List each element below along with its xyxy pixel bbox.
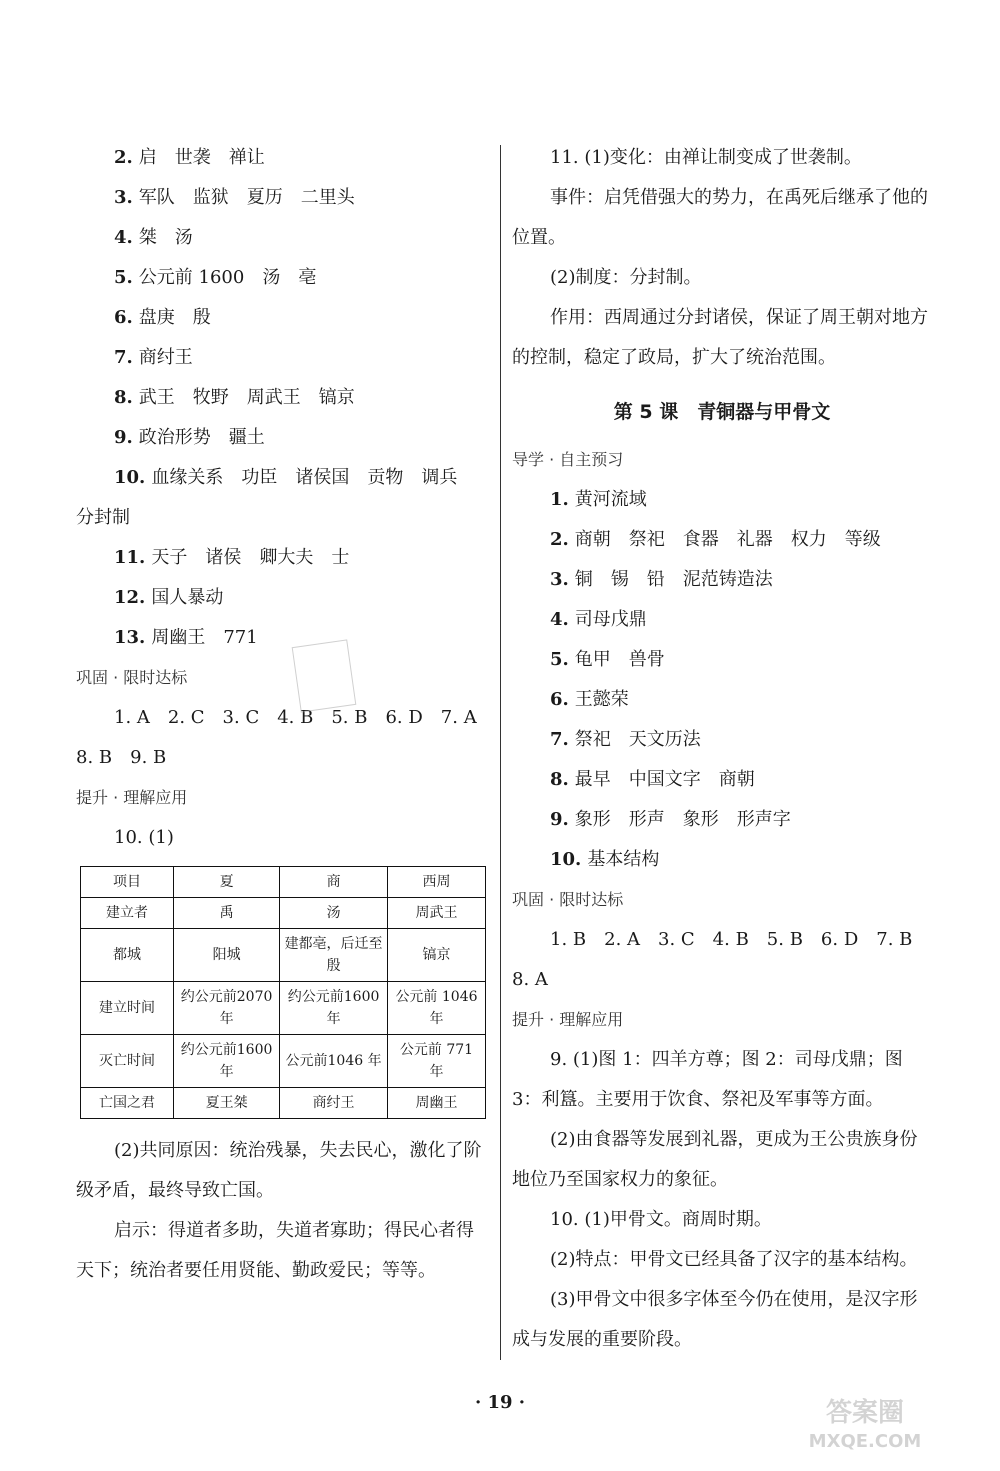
table-cell: 公元前 1046 年 — [387, 982, 485, 1035]
answer-item: 4. 桀 汤 — [114, 227, 193, 248]
answers-list — [512, 480, 932, 880]
multiple-choice-answers: 8. A — [512, 969, 548, 990]
dynasty-summary-table — [80, 866, 486, 1119]
answer-paragraph: (2)制度：分封制。 — [550, 267, 702, 288]
column-divider — [500, 145, 501, 1360]
multiple-choice-answers: 8. B 9. B — [76, 747, 167, 768]
multiple-choice-answers: 1. A 2. C 3. C 4. B 5. B 6. D 7. A — [114, 707, 477, 728]
answer-paragraph: (2)由食器等发展到礼器，更成为王公贵族身份地位乃至国家权力的象征。 — [512, 1129, 918, 1190]
table-cell: 建立时间 — [81, 982, 174, 1035]
answers-list-a — [76, 138, 488, 658]
lesson-title: 第 5 课 青铜器与甲骨文 — [613, 401, 831, 423]
answer-item: 12. 国人暴动 — [114, 587, 224, 608]
table-cell: 镐京 — [387, 929, 485, 982]
table-row — [81, 1035, 486, 1088]
table-row — [81, 982, 486, 1035]
answer-item: 11. 天子 诸侯 卿大夫 士 — [114, 547, 350, 568]
table-cell: 夏王桀 — [174, 1088, 280, 1119]
answer-paragraph: (2)共同原因：统治残暴，失去民心，激化了阶级矛盾，最终导致亡国。 — [76, 1140, 482, 1201]
table-cell: 建立者 — [81, 898, 174, 929]
answer-paragraph: 启示：得道者多助，失道者寡助；得民心者得天下；统治者要任用贤能、勤政爱民；等等。 — [76, 1220, 474, 1281]
stamp-mark — [292, 639, 357, 712]
svg-text:答案圈: 答案圈 — [825, 1398, 905, 1428]
table-cell: 公元前1046 年 — [280, 1035, 388, 1088]
table-cell: 周武王 — [387, 898, 485, 929]
answer-item: 7. 祭祀 天文历法 — [550, 729, 701, 750]
answer-item: 6. 王懿荣 — [550, 689, 629, 710]
section-heading-consolidate: 巩固 · 限时达标 — [512, 890, 624, 909]
answer-item: 5. 龟甲 兽骨 — [550, 649, 665, 670]
section-heading-improve: 提升 · 理解应用 — [512, 1010, 624, 1029]
answer-paragraph: 11. (1)变化：由禅让制变成了世袭制。 — [550, 147, 862, 168]
table-header-cell: 商 — [280, 867, 388, 898]
table-cell: 公元前 771 年 — [387, 1035, 485, 1088]
answer-item: 13. 周幽王 771 — [114, 627, 258, 648]
answer-item: 10. 血缘关系 功臣 诸侯国 贡物 调兵 — [114, 467, 458, 488]
table-cell: 灭亡时间 — [81, 1035, 174, 1088]
answer-item-continuation: 分封制 — [76, 507, 130, 528]
answer-item: 8. 最早 中国文字 商朝 — [550, 769, 755, 790]
answer-item: 4. 司母戊鼎 — [550, 609, 647, 630]
table-cell: 亡国之君 — [81, 1088, 174, 1119]
answer-item: 3. 铜 锡 铅 泥范铸造法 — [550, 569, 773, 590]
answer-paragraph: 事件：启凭借强大的势力，在禹死后继承了他的位置。 — [512, 187, 928, 248]
section-heading-preview: 导学 · 自主预习 — [512, 450, 624, 469]
table-cell: 周幽王 — [387, 1088, 485, 1119]
answer-item: 9. 政治形势 疆土 — [114, 427, 265, 448]
table-row — [81, 929, 486, 982]
answer-item: 8. 武王 牧野 周武王 镐京 — [114, 387, 355, 408]
table-cell: 阳城 — [174, 929, 280, 982]
answer-item: 1. 黄河流域 — [550, 489, 647, 510]
table-cell: 商纣王 — [280, 1088, 388, 1119]
table-cell: 禹 — [174, 898, 280, 929]
answer-item: 5. 公元前 1600 汤 亳 — [114, 267, 317, 288]
table-cell: 约公元前1600 年 — [174, 1035, 280, 1088]
answer-item: 3. 军队 监狱 夏历 二里头 — [114, 187, 355, 208]
table-header-row — [81, 867, 486, 898]
answer-item: 10. 基本结构 — [550, 849, 660, 870]
table-cell: 汤 — [280, 898, 388, 929]
svg-text:MXQE.COM: MXQE.COM — [808, 1431, 922, 1452]
table-row — [81, 898, 486, 929]
table-header-cell: 项目 — [81, 867, 174, 898]
table-row — [81, 1088, 486, 1119]
table-cell: 约公元前1600 年 — [280, 982, 388, 1035]
watermark-logo — [760, 1393, 970, 1453]
answer-paragraph: 10. (1)甲骨文。商周时期。 — [550, 1209, 772, 1230]
answer-item: 6. 盘庚 殷 — [114, 307, 211, 328]
table-cell: 约公元前2070 年 — [174, 982, 280, 1035]
table-cell: 建都亳，后迁至殷 — [280, 929, 388, 982]
answer-paragraph: (2)特点：甲骨文已经具备了汉字的基本结构。 — [550, 1249, 918, 1270]
answer-item: 2. 商朝 祭祀 食器 礼器 权力 等级 — [550, 529, 881, 550]
answer-item: 2. 启 世袭 禅让 — [114, 147, 265, 168]
question-label: 10. (1) — [114, 827, 174, 848]
section-heading-consolidate: 巩固 · 限时达标 — [76, 668, 188, 687]
table-cell: 都城 — [81, 929, 174, 982]
answer-paragraph: 作用：西周通过分封诸侯，保证了周王朝对地方的控制，稳定了政局，扩大了统治范围。 — [512, 307, 928, 368]
table-header-cell: 夏 — [174, 867, 280, 898]
answer-paragraph: (3)甲骨文中很多字体至今仍在使用，是汉字形成与发展的重要阶段。 — [512, 1289, 918, 1350]
right-column — [512, 138, 932, 1360]
answer-item: 7. 商纣王 — [114, 347, 193, 368]
left-column — [76, 138, 488, 1291]
section-heading-improve: 提升 · 理解应用 — [76, 788, 188, 807]
answer-paragraph: 9. (1)图 1：四羊方尊；图 2：司母戊鼎；图 3：利簋。主要用于饮食、祭祀及军事等方面。 — [512, 1049, 903, 1110]
table-header-cell: 西周 — [387, 867, 485, 898]
page-number: · 19 · — [474, 1392, 526, 1413]
answer-item: 9. 象形 形声 象形 形声字 — [550, 809, 791, 830]
multiple-choice-answers: 1. B 2. A 3. C 4. B 5. B 6. D 7. B — [550, 929, 913, 950]
